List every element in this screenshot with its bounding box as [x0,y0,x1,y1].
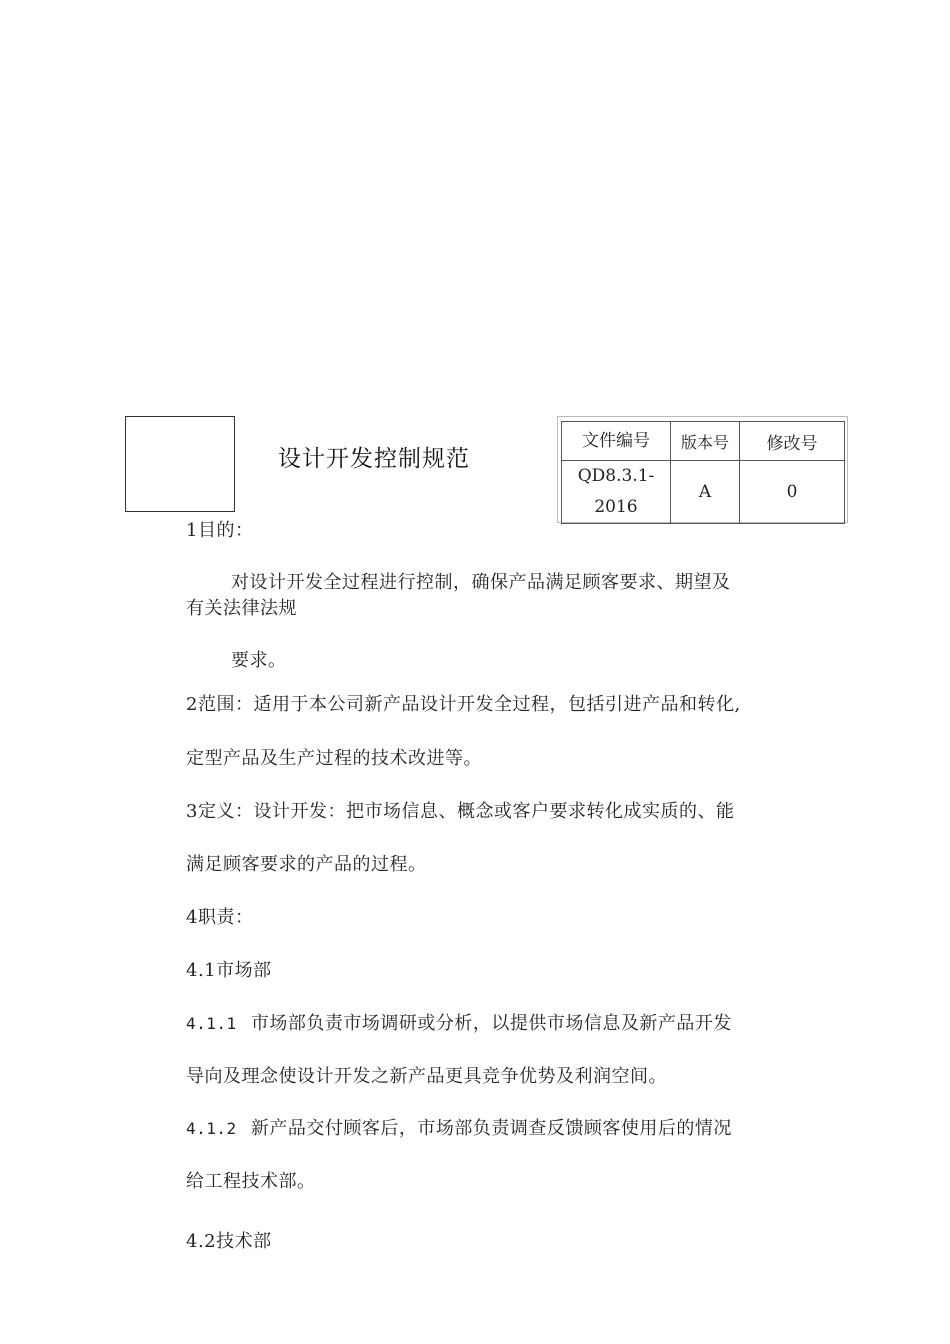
section-1-paragraph-line3: 要求。 [231,650,287,671]
version-label: 版本号 [671,422,740,461]
doc-number-line1: QD8.3.1- [577,466,655,486]
section-4-1-1-text: 市场部负责市场调研或分析，以提供市场信息及新产品开发 [250,1013,732,1034]
section-2-line2: 定型产品及生产过程的技术改进等。 [186,748,482,769]
doc-number-label: 文件编号 [562,422,671,461]
section-4-1-1-line2: 导向及理念使设计开发之新产品更具竞争优势及利润空间。 [186,1066,667,1087]
section-4-1-2-number: 4.1.2 [186,1119,237,1138]
section-4-1-heading: 4.1市场部 [186,960,272,981]
section-2-line1: 2范围：适用于本公司新产品设计开发全过程，包括引进产品和转化, [186,694,741,715]
section-4-1-2-text: 新产品交付顾客后，市场部负责调查反馈顾客使用后的情况 [250,1118,732,1139]
section-4-heading: 4职责： [186,907,254,928]
doc-number-line2: 2016 [594,497,638,517]
section-4-1-2-line2: 给工程技术部。 [186,1171,316,1192]
document-info-table-frame [557,416,848,523]
section-4-1-1-number: 4.1.1 [186,1014,237,1033]
section-1-heading: 1目的： [186,520,254,541]
section-4-1-1-line1 [186,1009,732,1035]
document-info-table [561,421,845,524]
document-title: 设计开发控制规范 [278,446,470,472]
section-1-paragraph-line1: 对设计开发全过程进行控制，确保产品满足顾客要求、期望及 [231,572,731,593]
doc-number-value [562,461,671,524]
section-4-1-2-line1 [186,1114,732,1140]
version-value: A [671,461,740,524]
section-3-line1: 3定义：设计开发：把市场信息、概念或客户要求转化成实质的、能 [186,801,735,822]
section-3-line2: 满足顾客要求的产品的过程。 [186,854,427,875]
logo-placeholder-box [125,416,235,512]
section-4-2-heading: 4.2技术部 [186,1231,272,1252]
revision-value: 0 [740,461,845,524]
revision-label: 修改号 [740,422,845,461]
section-1-paragraph-line2: 有关法律法规 [186,598,297,619]
